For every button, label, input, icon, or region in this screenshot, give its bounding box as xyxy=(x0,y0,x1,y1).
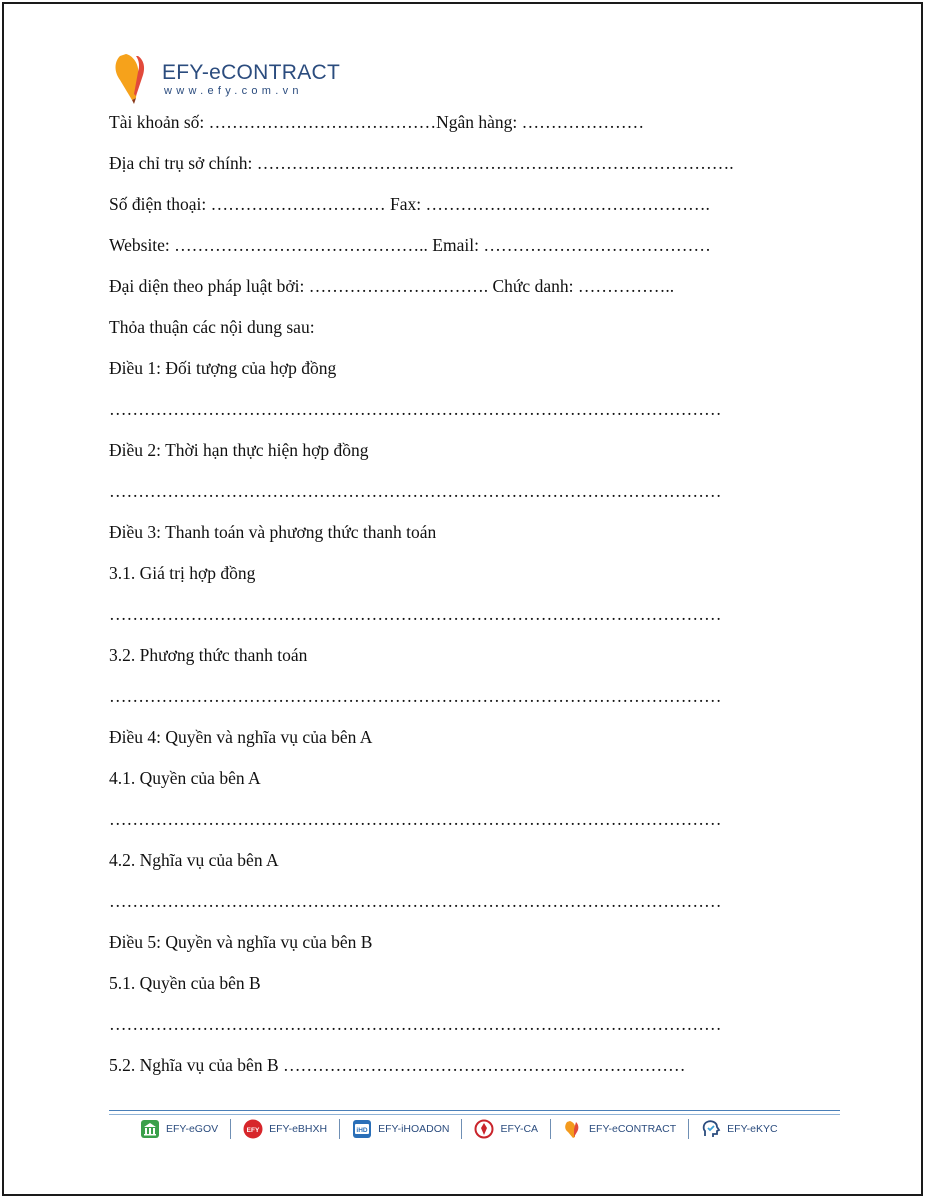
footer-brand-econtract xyxy=(563,1119,676,1139)
legal-representative-line: Đại diện theo pháp luật bởi: …………………………. Chức danh: …………….. xyxy=(109,276,675,296)
article-3-heading: Điều 3: Thanh toán và phương thức thanh toán xyxy=(109,522,437,542)
footer-divider xyxy=(109,1110,840,1111)
efy-badge-icon xyxy=(243,1119,263,1139)
footer-separator xyxy=(461,1119,462,1139)
clause-5-1-blank: …………………………………………………………………………………………… xyxy=(109,1014,722,1034)
footer-divider-secondary xyxy=(109,1114,840,1115)
logo-brand-name: EFY-eCONTRACT xyxy=(162,61,341,84)
article-4-heading: Điều 4: Quyền và nghĩa vụ của bên A xyxy=(109,727,373,747)
pen-icon xyxy=(563,1119,583,1139)
footer-brand-egov xyxy=(140,1119,218,1139)
kyc-head-icon xyxy=(701,1119,721,1139)
article-1-blank: …………………………………………………………………………………………… xyxy=(109,399,722,419)
clause-5-1-heading: 5.1. Quyền của bên B xyxy=(109,973,261,993)
website-email-line: Website: …………………………………….. Email: ………………………………… xyxy=(109,235,711,255)
footer-brand-ekyc xyxy=(701,1119,777,1139)
ca-seal-icon xyxy=(474,1119,494,1139)
footer-separator xyxy=(339,1119,340,1139)
clause-4-1-blank: …………………………………………………………………………………………… xyxy=(109,809,722,829)
footer-brand-ebhxh xyxy=(243,1119,327,1139)
footer-separator xyxy=(550,1119,551,1139)
footer-brand-ihoadon-label: EFY-iHOADON xyxy=(378,1123,450,1135)
clause-3-1-blank: …………………………………………………………………………………………… xyxy=(109,604,722,624)
clause-3-2-blank: …………………………………………………………………………………………… xyxy=(109,686,722,706)
svg-text:EFY: EFY xyxy=(246,1127,260,1134)
footer-brand-ebhxh-label: EFY-eBHXH xyxy=(269,1123,328,1135)
clause-4-1-heading: 4.1. Quyền của bên A xyxy=(109,768,261,788)
footer-brand-bar xyxy=(140,1116,820,1142)
footer-brand-ihoadon xyxy=(352,1119,449,1139)
footer-separator xyxy=(688,1119,689,1139)
footer-brand-ekyc-label: EFY-eKYC xyxy=(727,1123,778,1135)
footer-brand-ca-label: EFY-CA xyxy=(500,1123,539,1135)
efy-econtract-logo xyxy=(112,54,352,104)
account-number-line: Tài khoản số: …………………………………Ngân hàng: ………………… xyxy=(109,112,645,132)
article-2-heading: Điều 2: Thời hạn thực hiện hợp đồng xyxy=(109,440,369,460)
svg-text:iHD: iHD xyxy=(356,1127,368,1134)
clause-5-2-line: 5.2. Nghĩa vụ của bên B …………………………………………………………… xyxy=(109,1055,686,1075)
phone-fax-line: Số điện thoại: ………………………… Fax: …………………………………………. xyxy=(109,194,710,214)
clause-3-1-heading: 3.1. Giá trị hợp đồng xyxy=(109,563,256,583)
pen-logo-icon xyxy=(112,52,156,104)
building-icon xyxy=(140,1119,160,1139)
contract-body xyxy=(109,110,809,1094)
clause-3-2-heading: 3.2. Phương thức thanh toán xyxy=(109,645,308,665)
logo-brand-url: www.efy.com.vn xyxy=(164,85,303,97)
article-5-heading: Điều 5: Quyền và nghĩa vụ của bên B xyxy=(109,932,373,952)
clause-4-2-blank: …………………………………………………………………………………………… xyxy=(109,891,722,911)
agreement-intro: Thỏa thuận các nội dung sau: xyxy=(109,317,315,337)
footer-brand-ca xyxy=(474,1119,538,1139)
article-2-blank: …………………………………………………………………………………………… xyxy=(109,481,722,501)
footer-brand-egov-label: EFY-eGOV xyxy=(166,1123,219,1135)
head-office-address-line: Địa chỉ trụ sở chính: ………………………………………………………………………. xyxy=(109,153,734,173)
footer-separator xyxy=(230,1119,231,1139)
footer-brand-econtract-label: EFY-eCONTRACT xyxy=(589,1123,677,1135)
ihd-icon xyxy=(352,1119,372,1139)
article-1-heading: Điều 1: Đối tượng của hợp đồng xyxy=(109,358,337,378)
clause-4-2-heading: 4.2. Nghĩa vụ của bên A xyxy=(109,850,279,870)
